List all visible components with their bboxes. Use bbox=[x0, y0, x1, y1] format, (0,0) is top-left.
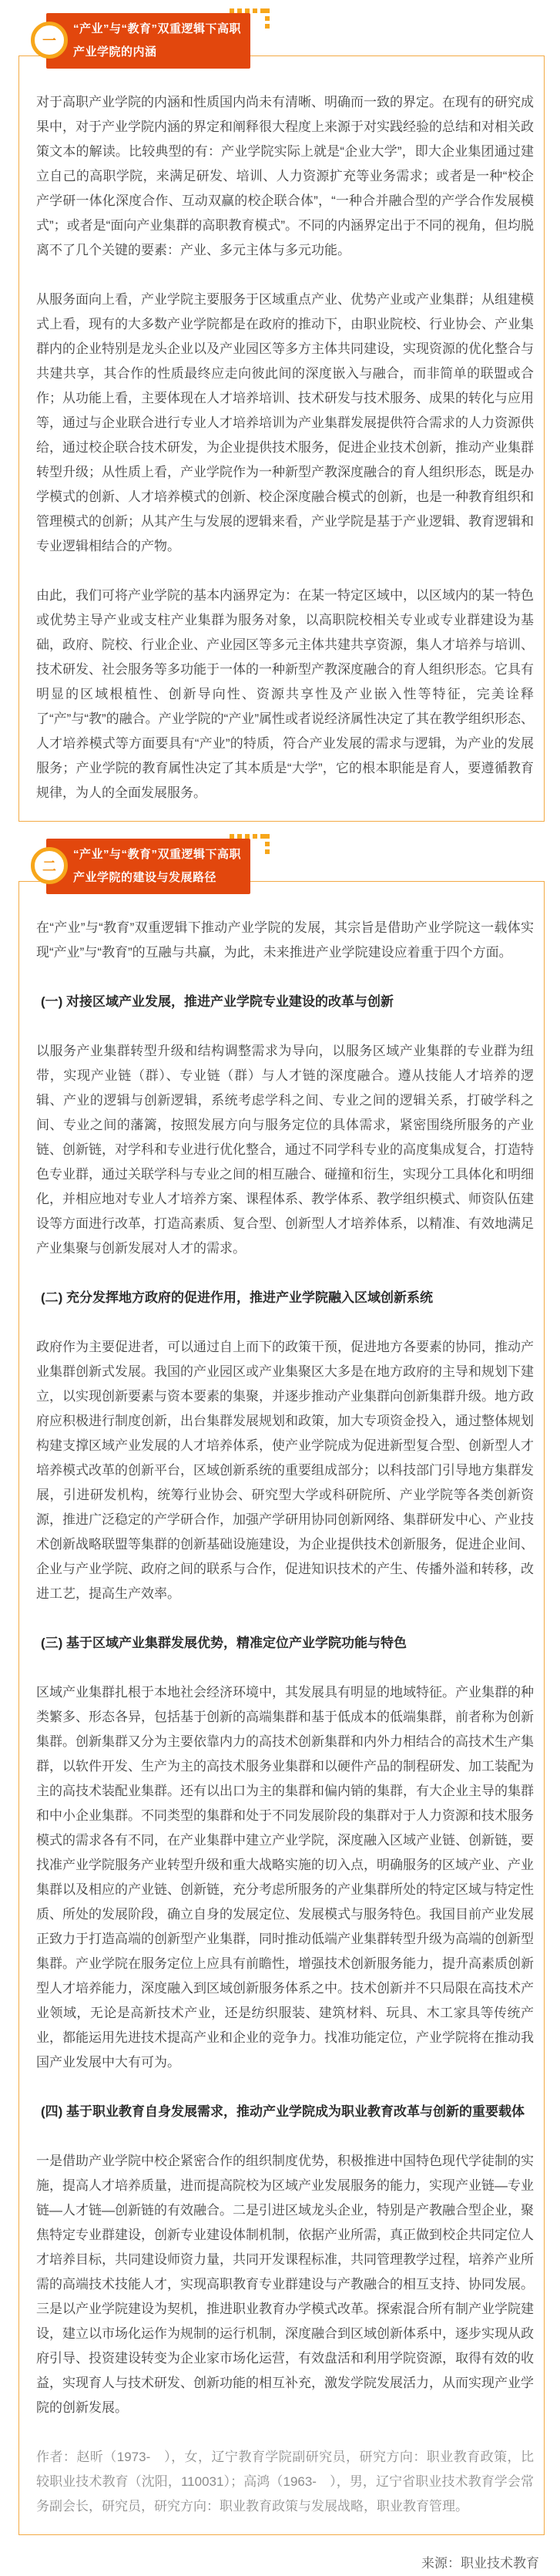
section-2-content-box bbox=[18, 881, 545, 2535]
paragraph: 从服务面向上看，产业学院主要服务于区域重点产业、优势产业或产业集群；从组建模式上看，现有的大多数产业学院都是在政府的推动下，由职业院校、行业协会、产业集群内的企业特别是龙头企业以及产业园区等多方主体共同建设，实现资源的优化整合与共建共享，其合作的性质最终应走向彼此间的深度嵌入与融合，而非简单的联盟或合作；从功能上看，主要体现在人才培养培训、技术研发与技术服务、成果的转化与应用等，通过与企业联合进行专业人才培养培训为产业集群发展提供符合需求的人力资源供给，通过校企联合技术研发，为企业提供技术服务，促进企业技术创新，推动产业集群转型升级；从性质上看，产业学院作为一种新型产教深度融合的育人组织形态，既是办学模式的创新、人才培养模式的创新、校企深度融合模式的创新，也是一种教育组织和管理模式的创新；从其产生与发展的逻辑来看，产业学院是基于产业逻辑、教育逻辑和专业逻辑相结合的产物。 bbox=[36, 292, 534, 553]
section-1-header bbox=[0, 13, 560, 69]
section-number-icon bbox=[31, 22, 68, 59]
subsection-heading: (四) 基于职业教育自身发展需求，推动产业学院成为职业教育改革与创新的重要载体 bbox=[41, 2104, 525, 2119]
paragraph: 对于高职产业学院的内涵和性质国内尚未有清晰、明确而一致的界定。在现有的研究成果中，对于产业学院内涵的界定和阐释很大程度上来源于对实践经验的总结和对相关政策文本的解读。比较典型的有：产业学院实际上就是“企业大学”，即大企业集团通过建立自己的高职学院，来满足研发、培训、人力资源扩充等业务需求；或者是一种“校企产学研一体化深度合作、互动双赢的校企联合体”，“一种合并融合型的产学合作发展模式”；或者是“面向产业集群的高职教育模式”。不同的内涵界定出于不同的视角，但均脱离不了几个关键的要素：产业、多元主体与多元功能。 bbox=[36, 95, 534, 257]
section-title-badge bbox=[46, 13, 250, 69]
section-number: 一 bbox=[42, 33, 56, 49]
section-title-line-2: 产业学院的内涵 bbox=[73, 45, 157, 59]
section-title-line-1: “产业”与“教育”双重逻辑下高职 bbox=[73, 22, 242, 35]
paragraph: 在“产业”与“教育”双重逻辑下推动产业学院的发展，其宗旨是借助产业学院这一载体实现“产业”与“教育”的互融与共赢，为此，未来推进产业学院建设应着重于四个方面。 bbox=[36, 920, 534, 960]
paragraph: 政府作为主要促进者，可以通过自上而下的政策干预，促进地方各要素的协同，推动产业集群创新式发展。我国的产业园区或产业集聚区大多是在地方政府的主导和规划下建立，以实现创新要素与资本要素的集聚，并逐步推动产业集群向创新集群升级。地方政府应积极进行制度创新，出台集群发展规划和政策，加大专项资金投入，通过整体规划构建支撑区域产业发展的人才培养体系，使产业学院成为促进新型复合型、创新型人才培养模式改革的创新平台，区域创新系统的重要组成部分；以科技部门引导地方集群发展，引进研发机构，统筹行业协会、研究型大学或科研院所、产业学院等各类创新资源，推进广泛稳定的产学研合作，加强产学研用协同创新网络、集群研发中心、产业技术创新战略联盟等集群的创新基础设施建设，为企业提供技术创新服务，促进企业间、企业与产业学院、政府之间的联系与合作，促进知识技术的产生、传播外溢和转移，改进工艺，提高生产效率。 bbox=[36, 1340, 534, 1601]
subsection-heading: (一) 对接区域产业发展，推进产业学院专业建设的改革与创新 bbox=[41, 994, 394, 1009]
paragraph: 由此，我们可将产业学院的基本内涵界定为：在某一特定区域中，以区域内的某一特色或优势主导产业或支柱产业集群为服务对象，以高职院校相关专业或专业群建设为基础，政府、院校、行业企业、产业园区等多元主体共建共享资源，集人才培养与培训、技术研发、社会服务等多功能于一体的一种新型产教深度融合的育人组织形态。它具有明显的区域根植性、创新导向性、资源共享性及产业嵌入性等特征，完美诠释了“产”与“教”的融合。产业学院的“产业”属性或者说经济属性决定了其在教学组织形态、人才培养模式等方面要具有“产业”的特质，符合产业发展的需求与逻辑，为产业的发展服务；产业学院的教育属性决定了其本质是“大学”，它的根本职能是育人，要遵循教育规律，为人的全面发展服务。 bbox=[36, 588, 534, 800]
paragraph: 区域产业集群扎根于本地社会经济环境中，其发展具有明显的地域特征。产业集群的种类繁多、形态各异，包括基于创新的高端集群和基于低成本的低端集群，前者称为创新集群。创新集群又分为主要依靠内力的高技术创新集群和内外力相结合的高技术生产集群，以软件开发、生产为主的高技术服务业集群和以硬件产品的制程研发、加工装配为主的高技术装配业集群。还有以出口为主的集群和偏内销的集群，有大企业主导的集群和中小企业集群。不同类型的集群和处于不同发展阶段的集群对于人力资源和技术服务模式的需求各有不同，在产业集群中建立产业学院，深度融入区域产业链、创新链，要找准产业学院服务产业转型升级和重大战略实施的切入点，明确服务的区域产业、产业集群以及相应的产业链、创新链，充分考虑所服务的产业集群所处的特定区域与特定性质、所处的发展阶段，确立自身的发展定位、发展模式与服务特色。我国目前产业发展正致力于打造高端的创新型产业集群，同时推动低端产业集群转型升级为高端的创新型集群。产业学院在服务定位上应具有前瞻性，增强技术创新服务能力，提升高素质创新型人才培养能力，深度融入到区域创新服务体系之中。技术创新并不只局限在高技术产业领域，无论是高新技术产业，还是纺织服装、建筑材料、玩具、木工家具等传统产业，都能运用先进技术提高产业和企业的竞争力。找准功能定位，产业学院将在推动我国产业发展中大有可为。 bbox=[36, 1685, 534, 2070]
subsection-heading: (二) 充分发挥地方政府的促进作用，推进产业学院融入区域创新系统 bbox=[41, 1290, 434, 1305]
section-title-line-1: “产业”与“教育”双重逻辑下高职 bbox=[73, 848, 242, 861]
paragraph: 一是借助产业学院中校企紧密合作的组织制度优势，积极推进中国特色现代学徒制的实施，提高人才培养质量，进而提高院校为区域产业发展服务的能力，实现产业链—专业链—人才链—创新链的有效融合。二是引进区域龙头企业，特别是产教融合型企业，聚焦特定专业群建设，创新专业建设体制机制，依据产业所需，真正做到校企共同定位人才培养目标，共同建设师资力量，共同开发课程标准，共同管理教学过程，培养产业所需的高端技术技能人才，实现高职教育专业群建设与产教融合的相互支持、协同发展。三是以产业学院建设为契机，推进职业教育办学模式改革。探索混合所有制产业学院建设，建立以市场化运作为规制的运行机制，深度融合到区域创新体系中，逐步实现从政府引导、投资建设转变为企业家市场化运营，有效盘活和利用学院资源，取得有效的收益，实现育人与技术研发、创新功能的相互补充，激发学院发展活力，从而实现产业学院的创新发展。 bbox=[36, 2154, 534, 2415]
section-number: 二 bbox=[42, 859, 56, 874]
author-note: 作者：赵昕（1973- ），女，辽宁教育学院副研究员，研究方向：职业教育政策，比较职业技术教育（沈阳，110031）；高鸿（1963- ），男，辽宁省职业技术教育学会常务副会长，研究员，研究方向：职业教育政策与发展战略，职业教育管理。 bbox=[36, 2450, 534, 2514]
section-2-header bbox=[0, 839, 560, 894]
corner-dots-icon bbox=[265, 8, 270, 29]
section-1-content-box bbox=[18, 55, 545, 822]
section-number-icon bbox=[31, 847, 68, 884]
section-title-line-2: 产业学院的建设与发展路径 bbox=[73, 871, 217, 884]
section-1 bbox=[0, 0, 560, 822]
paragraph: 以服务产业集群转型升级和结构调整需求为导向，以服务区域产业集群的专业群为纽带，实现产业链（群）、专业链（群）与人才链的深度融合。遵从技能人才培养的逻辑、产业的逻辑与创新逻辑，系统考虑学科之间、专业之间的逻辑关系，打破学科之间、专业之间的藩篱，按照发展方向与服务定位的具体需求，紧密围绕所服务的产业链、创新链，对学科和专业进行优化整合，通过不同学科专业的高度集成复合，打造特色专业群，通过关联学科与专业之间的相互融合、碰撞和衍生，实现分工具体化和明细化，并相应地对专业人才培养方案、课程体系、教学体系、教学组织模式、师资队伍建设等方面进行改革，打造高素质、复合型、创新型人才培养体系，以精准、有效地满足产业集聚与创新发展对人才的需求。 bbox=[36, 1044, 534, 1256]
corner-dots-icon bbox=[265, 834, 270, 854]
section-2 bbox=[0, 826, 560, 2535]
section-title-badge bbox=[46, 839, 250, 894]
subsection-heading: (三) 基于区域产业集群发展优势，精准定位产业学院功能与特色 bbox=[41, 1636, 407, 1650]
article-source: 来源：职业技术教育 bbox=[421, 2556, 539, 2571]
